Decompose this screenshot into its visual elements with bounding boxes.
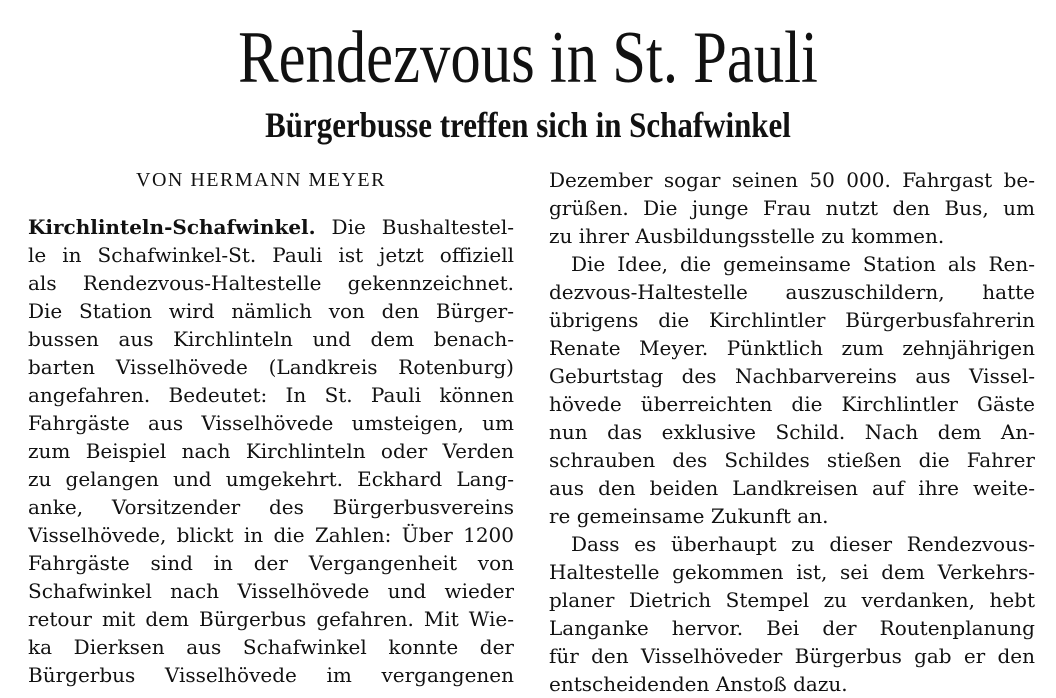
article-byline: VON HERMANN MEYER <box>136 169 386 191</box>
column-line: Fahrgäste sind in der Vergangenheit von <box>28 551 514 575</box>
column-line: zu ihrer Ausbildungsstelle zu kommen. <box>549 224 945 248</box>
column-line: anke, Vorsitzender des Bürgerbusvereins <box>28 495 514 519</box>
column-line: bussen aus Kirchlinteln und dem benach- <box>28 327 514 351</box>
column-line: zu gelangen und umgekehrt. Eckhard Lang- <box>28 467 514 491</box>
article-column-left <box>28 213 514 689</box>
article-column-right <box>549 166 1035 698</box>
column-line: für den Visselhöveder Bürgerbus gab er den <box>549 644 1035 668</box>
column-line: als Rendezvous-Haltestelle gekennzeichnet. <box>28 271 514 295</box>
column-line: Schafwinkel nach Visselhövede und wieder <box>28 579 514 603</box>
column-line: grüßen. Die junge Frau nutzt den Bus, um <box>549 196 1035 220</box>
column-line: schrauben des Schildes stießen die Fahrer <box>549 448 1035 472</box>
column-line: angefahren. Bedeutet: In St. Pauli können <box>28 383 514 407</box>
column-line: aus den beiden Landkreisen auf ihre weite- <box>549 476 1035 500</box>
column-line: Dass es überhaupt zu dieser Rendezvous- <box>571 532 1035 556</box>
column-line <box>28 213 514 241</box>
column-line: ka Dierksen aus Schafwinkel konnte der <box>28 635 514 659</box>
column-line: nun das exklusive Schild. Nach dem An- <box>549 420 1035 444</box>
column-line: Haltestelle gekommen ist, sei dem Verkehrs- <box>549 560 1035 584</box>
column-line: le in Schafwinkel-St. Pauli ist jetzt offiziell <box>28 243 514 267</box>
column-line: Die Idee, die gemeinsame Station als Ren- <box>571 252 1035 276</box>
article-subheadline: Bürgerbusse treffen sich in Schafwinkel <box>265 105 791 145</box>
column-line: retour mit dem Bürgerbus gefahren. Mit Wie- <box>28 607 514 631</box>
column-line: re gemeinsame Zukunft an. <box>549 504 829 528</box>
column-line: hövede überreichten die Kirchlintler Gäste <box>549 392 1035 416</box>
column-line: Fahrgäste aus Visselhövede umsteigen, um <box>28 411 514 435</box>
column-line: dezvous-Haltestelle auszuschildern, hatte <box>549 280 1035 304</box>
column-line: entscheidenden Anstoß dazu. <box>549 672 848 696</box>
column-line: übrigens die Kirchlintler Bürgerbusfahrerin <box>549 308 1035 332</box>
column-line: Renate Meyer. Pünktlich zum zehnjährigen <box>549 336 1035 360</box>
column-line: Geburtstag des Nachbarvereins aus Vissel- <box>549 364 1035 388</box>
column-line: zum Beispiel nach Kirchlinteln oder Verden <box>28 439 514 463</box>
column-line: Bürgerbus Visselhövede im vergangenen <box>28 663 514 687</box>
article-headline: Rendezvous in St. Pauli <box>238 17 818 99</box>
article-lead: Kirchlinteln-Schafwinkel. <box>28 215 316 239</box>
column-line: Visselhövede, blickt in die Zahlen: Über 1200 <box>28 523 514 547</box>
column-line: barten Visselhövede (Landkreis Rotenburg) <box>28 355 514 379</box>
column-line: Dezember sogar seinen 50 000. Fahrgast be- <box>549 168 1035 192</box>
column-line: Langanke hervor. Bei der Routenplanung <box>549 616 1035 640</box>
column-line: Die Station wird nämlich von den Bürger- <box>28 299 514 323</box>
column-line-text: Die Bushaltestel- <box>315 215 514 239</box>
column-line: planer Dietrich Stempel zu verdanken, hebt <box>549 588 1035 612</box>
